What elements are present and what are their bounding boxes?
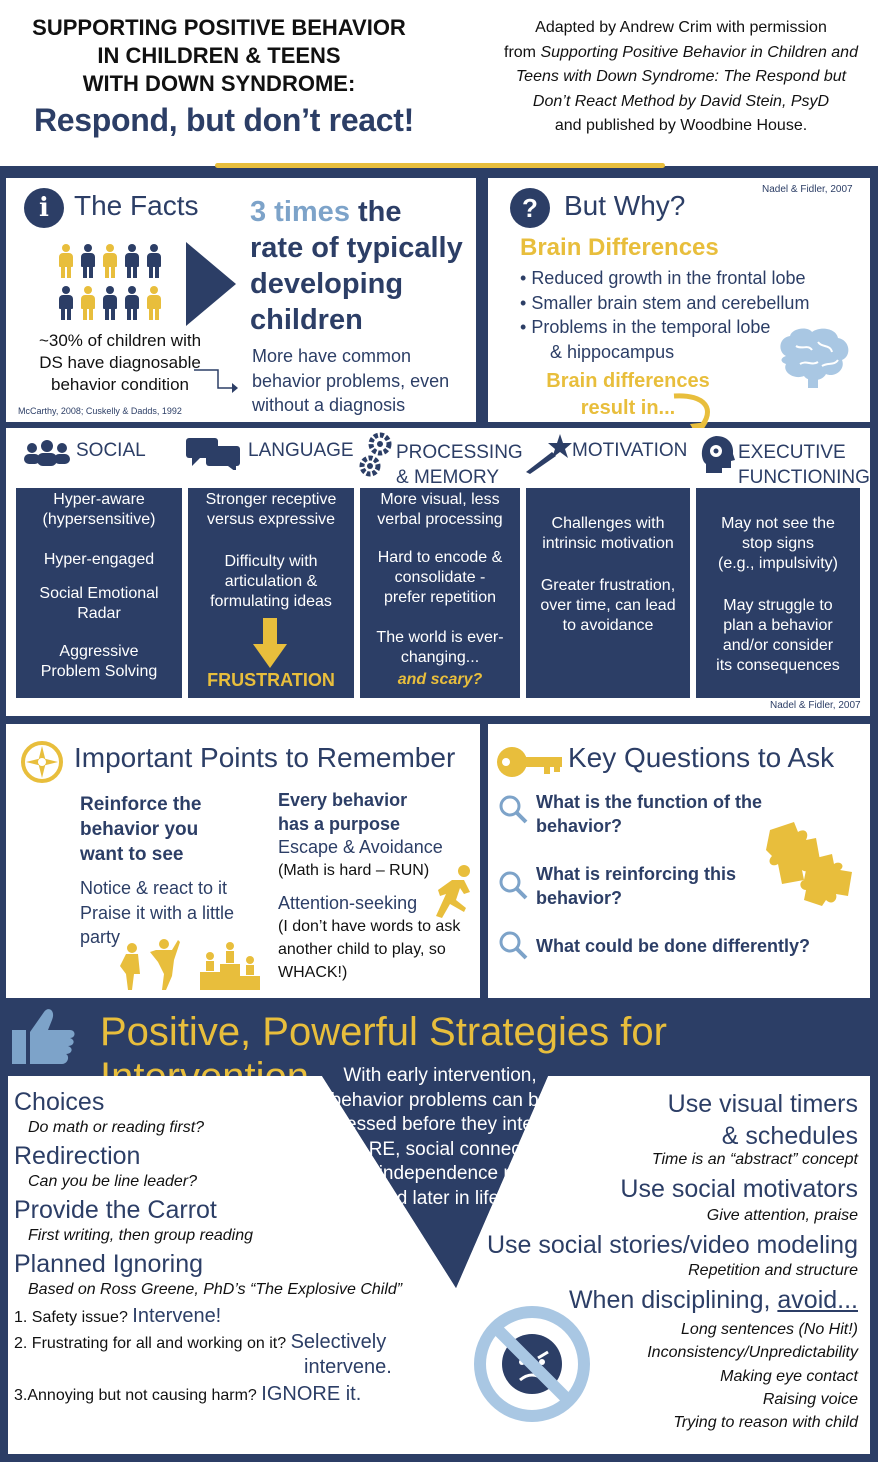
social-motivators-label: Use social motivators: [620, 1175, 858, 1203]
executive-box: May not see the stop signs (e.g., impulsivity) May struggle to plan a behavior and/or consider its consequences: [696, 488, 860, 698]
gold-divider: [215, 163, 665, 168]
info-icon: i: [24, 188, 64, 228]
questions-title: Key Questions to Ask: [568, 742, 835, 773]
points-card: [6, 724, 480, 998]
motivation-box: Challenges with intrinsic motivation Greater frustration, over time, can lead to avoidance: [526, 488, 690, 698]
person-icon: [102, 244, 118, 278]
celebration-icon: [116, 936, 266, 992]
notice-text: Notice & react to it Praise it with a little party: [80, 878, 235, 947]
social-stories-sub: Repetition and structure: [688, 1262, 858, 1279]
center-message: With early intervention, behavior problems can be addressed before they interfere with LRE, social connections and independence now and later in life!: [307, 1065, 573, 1209]
facts-title: The Facts: [74, 190, 199, 221]
columns-card: [6, 428, 870, 716]
choices-sub: Do math or reading first?: [28, 1119, 205, 1136]
person-icon: [124, 286, 140, 320]
question-2: What is reinforcing this behavior?: [536, 864, 737, 908]
magnifier-icon: [498, 870, 528, 900]
ignoring-sub: Based on Ross Greene, PhD’s “The Explosive Child”: [28, 1281, 403, 1298]
facts-citation: McCarthy, 2008; Cuskelly & Dadds, 1992: [18, 406, 182, 416]
motivation-heading: MOTIVATION: [572, 440, 688, 461]
carrot-label: Provide the Carrot: [14, 1196, 217, 1224]
person-icon: [80, 286, 96, 320]
why-title: But Why?: [564, 190, 686, 221]
ignoring-step-1: 1. Safety issue? Intervene!: [14, 1305, 222, 1327]
choices-label: Choices: [14, 1088, 105, 1116]
percent-text: ~30% of children with DS have diagnosable behavior condition: [38, 331, 202, 394]
why-card: [488, 178, 870, 422]
shooting-star-icon: [524, 432, 574, 474]
brain-icon: [772, 326, 856, 388]
stat-text: 3 times the rate of typically developing children: [250, 196, 463, 336]
redirection-label: Redirection: [14, 1142, 141, 1170]
tagline: Respond, but don’t react!: [33, 102, 415, 138]
social-motivators-sub: Give attention, praise: [706, 1207, 858, 1224]
carrot-sub: First writing, then group reading: [28, 1227, 253, 1244]
people-group-icon: [22, 440, 72, 466]
ignoring-step-3: 3.Annoying but not causing harm? IGNORE it.: [14, 1383, 362, 1405]
question-icon: ?: [510, 188, 550, 228]
person-icon: [102, 286, 118, 320]
key-icon: [496, 746, 562, 778]
arrow-right-icon: [186, 242, 236, 326]
compass-icon: [20, 740, 64, 784]
ignoring-label: Planned Ignoring: [14, 1250, 204, 1278]
language-box: Stronger receptive versus expressive Difficulty with articulation & formulating ideas FRUSTRATION: [188, 488, 354, 698]
more-text: More have common behavior problems, even without a diagnosis: [252, 346, 450, 415]
processing-box: More visual, less verbal processing Hard to encode & consolidate - prefer repetition The world is ever- changing... and scary?: [360, 488, 520, 698]
every-behavior-text: Every behavior has a purpose: [278, 790, 408, 834]
magnifier-icon: [498, 794, 528, 824]
arrow-down-icon: [253, 618, 287, 668]
person-icon: [58, 244, 74, 278]
facts-card: [6, 178, 476, 422]
disciplining-label: When disciplining, avoid...: [568, 1286, 858, 1314]
timers-label: Use visual timers & schedules: [667, 1090, 858, 1150]
redirection-sub: Can you be line leader?: [28, 1173, 198, 1190]
frustration-text: FRUSTRATION: [207, 670, 335, 690]
social-heading: SOCIAL: [76, 440, 146, 461]
social-stories-label: Use social stories/video modeling: [486, 1231, 858, 1259]
speech-bubbles-icon: [186, 438, 242, 470]
magnifier-icon: [498, 930, 528, 960]
question-1: What is the function of the behavior?: [536, 792, 762, 836]
no-angry-face-icon: [472, 1304, 592, 1424]
brain-bullets: • Reduced growth in the frontal lobe • Smaller brain stem and cerebellum • Problems in the temporal lobe & hippocampus: [520, 268, 810, 362]
puzzle-icon: [764, 820, 856, 906]
gears-icon: [358, 432, 392, 480]
why-citation: Nadel & Fidler, 2007: [762, 184, 853, 195]
strategies-title: Positive, Powerful Strategies for: [100, 1010, 667, 1054]
person-icon: [124, 244, 140, 278]
processing-heading: PROCESSING & MEMORY: [396, 442, 523, 488]
running-person-icon: [434, 864, 474, 920]
points-title: Important Points to Remember: [74, 742, 456, 773]
ignoring-step-2: 2. Frustrating for all and working on it? Selectively: [14, 1331, 387, 1353]
timers-sub: Time is an “abstract” concept: [651, 1151, 858, 1168]
questions-card: [488, 724, 870, 998]
credit-block: Adapted by Andrew Crim with permission from Supporting Positive Behavior in Children and Teens with Down Syndrome: The Respond but Don’t React Method by David Stein, PsyD and published by Woodbine House.: [504, 19, 858, 134]
person-icon: [58, 286, 74, 320]
escape-text: Escape & Avoidance (Math is hard – RUN): [278, 837, 443, 879]
main-title: SUPPORTING POSITIVE BEHAVIOR IN CHILDREN & TEENS WITH DOWN SYNDROME:: [32, 15, 406, 96]
thumbs-up-icon: [10, 1006, 76, 1066]
reinforce-text: Reinforce the behavior you want to see: [80, 794, 202, 865]
person-icon: [146, 244, 162, 278]
person-icon: [146, 286, 162, 320]
result-text: Brain differences result in...: [546, 370, 710, 419]
language-heading: LANGUAGE: [248, 440, 354, 461]
avoid-list: Long sentences (No Hit!) Inconsistency/Unpredictability Making eye contact Raising voice Trying to reason with child: [647, 1321, 858, 1432]
head-gear-icon: [698, 434, 736, 474]
columns-citation: Nadel & Fidler, 2007: [770, 700, 861, 711]
ignoring-step-2-cont: intervene.: [304, 1356, 392, 1378]
bent-arrow-icon: [192, 368, 238, 396]
social-box: Hyper-aware (hypersensitive) Hyper-engaged Social Emotional Radar Aggressive Problem Solving: [16, 488, 182, 698]
person-icon: [80, 244, 96, 278]
brain-differences-heading: Brain Differences: [520, 234, 719, 261]
executive-heading: EXECUTIVE FUNCTIONING: [738, 442, 870, 488]
question-3: What could be done differently?: [536, 936, 810, 956]
attention-text: Attention-seeking (I don’t have words to ask another child to play, so WHACK!): [278, 893, 461, 981]
